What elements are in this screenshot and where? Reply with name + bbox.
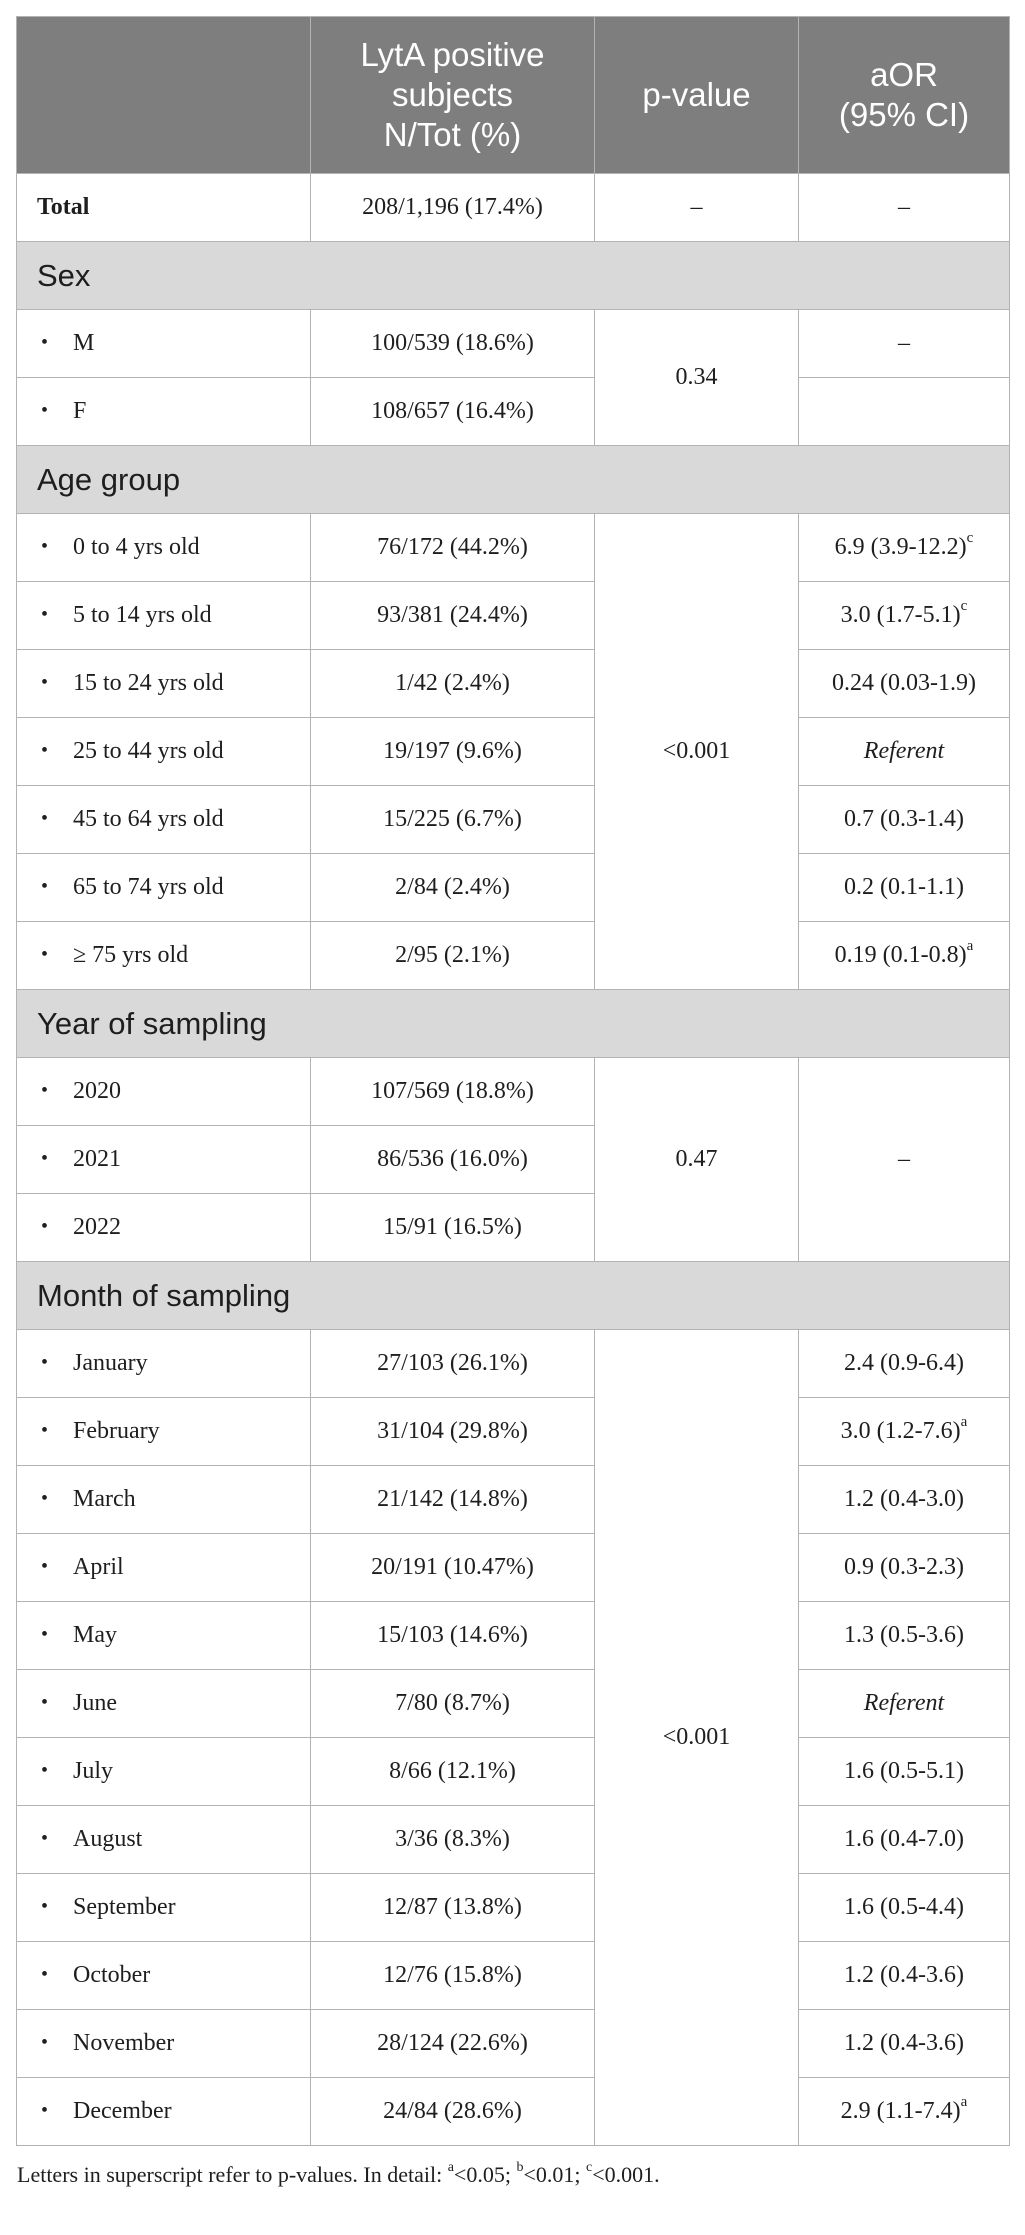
row-label: March: [73, 1486, 136, 1512]
table-row: [17, 1602, 1010, 1670]
row-aor: [799, 1602, 1010, 1670]
row-aor-text: 0.7 (0.3-1.4): [844, 806, 964, 832]
row-aor-sup: a: [960, 2094, 968, 2110]
bullet-icon: •: [41, 1554, 49, 1577]
row-aor: [799, 1398, 1010, 1466]
row-value: 20/191 (10.47%): [311, 1534, 595, 1602]
table-footnote: [16, 2159, 1009, 2188]
bullet-icon: •: [41, 1486, 49, 1509]
table-row: [17, 1058, 1010, 1126]
row-label-cell: [17, 1330, 311, 1398]
header-lyta: [311, 17, 595, 174]
row-aor: [799, 2010, 1010, 2078]
bullet-icon: •: [41, 806, 49, 829]
age-pvalue: <0.001: [595, 514, 799, 990]
row-value: 1/42 (2.4%): [311, 650, 595, 718]
footnote-c-sup: c: [585, 2159, 593, 2175]
row-label-cell: [17, 1670, 311, 1738]
row-aor: [799, 1534, 1010, 1602]
row-aor-text: 6.9 (3.9-12.2): [834, 534, 967, 560]
row-label-cell: [17, 1874, 311, 1942]
table-row: [17, 1806, 1010, 1874]
bullet-icon: •: [41, 1894, 49, 1917]
row-label: 15 to 24 yrs old: [73, 670, 224, 696]
row-aor: [799, 718, 1010, 786]
row-aor: [799, 514, 1010, 582]
row-value: 21/142 (14.8%): [311, 1466, 595, 1534]
table-row: [17, 786, 1010, 854]
row-aor-text: 1.2 (0.4-3.6): [844, 2030, 964, 2056]
row-aor-text: Referent: [863, 1690, 945, 1716]
footnote-lead: Letters in superscript refer to p-values. In detail:: [17, 2162, 448, 2187]
row-aor: [799, 1806, 1010, 1874]
section-title-sex: Sex: [17, 242, 1010, 310]
row-label: ≥ 75 yrs old: [73, 942, 189, 968]
table-row: [17, 1330, 1010, 1398]
row-label-cell: [17, 310, 311, 378]
row-label-cell: [17, 2078, 311, 2146]
row-aor: [799, 650, 1010, 718]
row-label: 0 to 4 yrs old: [73, 534, 200, 560]
total-value: 208/1,196 (17.4%): [311, 174, 595, 242]
section-row-sex: [17, 242, 1010, 310]
row-aor-sup: a: [966, 938, 974, 954]
month-pvalue: <0.001: [595, 1330, 799, 2146]
row-value: 107/569 (18.8%): [311, 1058, 595, 1126]
table-container: [16, 16, 1009, 2188]
footnote-b-text: <0.01;: [523, 2162, 586, 2187]
row-label: April: [73, 1554, 124, 1580]
row-aor: [799, 854, 1010, 922]
row-value: 100/539 (18.6%): [311, 310, 595, 378]
row-label: November: [73, 2030, 175, 2056]
row-aor-sup: c: [966, 530, 974, 546]
row-aor-text: 3.0 (1.7-5.1): [840, 602, 961, 628]
row-label: May: [73, 1622, 117, 1648]
row-label: 5 to 14 yrs old: [73, 602, 212, 628]
total-label: Total: [17, 174, 311, 242]
row-aor-text: 1.2 (0.4-3.0): [844, 1486, 964, 1512]
row-label: 2022: [73, 1214, 121, 1240]
bullet-icon: •: [41, 1826, 49, 1849]
row-label: October: [73, 1962, 151, 1988]
row-aor-sup: c: [960, 598, 968, 614]
row-value: 19/197 (9.6%): [311, 718, 595, 786]
row-label-cell: [17, 1534, 311, 1602]
header-lyta-line3: N/Tot (%): [383, 116, 522, 153]
row-label-cell: [17, 2010, 311, 2078]
table-row: [17, 2078, 1010, 2146]
bullet-icon: •: [41, 942, 49, 965]
row-value: 76/172 (44.2%): [311, 514, 595, 582]
table-row: [17, 378, 1010, 446]
row-label: 25 to 44 yrs old: [73, 738, 224, 764]
table-row: [17, 1670, 1010, 1738]
header-blank: [17, 17, 311, 174]
section-title-year: Year of sampling: [17, 990, 1010, 1058]
row-aor-text: 1.6 (0.4-7.0): [844, 1826, 964, 1852]
row-label-cell: [17, 1806, 311, 1874]
row-label: December: [73, 2098, 172, 2124]
table-row: [17, 922, 1010, 990]
table-row: [17, 514, 1010, 582]
header-aor-line2: (95% CI): [838, 96, 970, 133]
row-label-cell: [17, 1738, 311, 1806]
row-value: 108/657 (16.4%): [311, 378, 595, 446]
year-aor: –: [799, 1058, 1010, 1262]
header-pvalue: p-value: [595, 17, 799, 174]
row-value: 15/103 (14.6%): [311, 1602, 595, 1670]
row-label: July: [73, 1758, 114, 1784]
header-lyta-line1: LytA positive: [360, 36, 545, 73]
table-row: [17, 1534, 1010, 1602]
bullet-icon: •: [41, 602, 49, 625]
row-aor-text: 0.24 (0.03-1.9): [832, 670, 976, 696]
row-value: 2/84 (2.4%): [311, 854, 595, 922]
bullet-icon: •: [41, 1146, 49, 1169]
row-label: 45 to 64 yrs old: [73, 806, 224, 832]
row-value: 86/536 (16.0%): [311, 1126, 595, 1194]
section-row-year: [17, 990, 1010, 1058]
row-aor-text: 0.9 (0.3-2.3): [844, 1554, 964, 1580]
table-row: [17, 854, 1010, 922]
row-label-cell: [17, 1942, 311, 2010]
section-row-month: [17, 1262, 1010, 1330]
row-value: 15/225 (6.7%): [311, 786, 595, 854]
table-header: [17, 17, 1010, 174]
row-label-cell: [17, 514, 311, 582]
row-aor-sup: a: [960, 1414, 968, 1430]
row-aor: [799, 1466, 1010, 1534]
row-aor-text: 1.6 (0.5-5.1): [844, 1758, 964, 1784]
bullet-icon: •: [41, 874, 49, 897]
row-value: 28/124 (22.6%): [311, 2010, 595, 2078]
table-row: [17, 650, 1010, 718]
row-label: February: [73, 1418, 160, 1444]
row-label: F: [73, 398, 87, 424]
section-title-month: Month of sampling: [17, 1262, 1010, 1330]
total-pvalue: –: [595, 174, 799, 242]
bullet-icon: •: [41, 1078, 49, 1101]
bullet-icon: •: [41, 2030, 49, 2053]
row-label: August: [73, 1826, 143, 1852]
bullet-icon: •: [41, 2098, 49, 2121]
row-value: 2/95 (2.1%): [311, 922, 595, 990]
total-row: [17, 174, 1010, 242]
row-value: 12/76 (15.8%): [311, 1942, 595, 2010]
row-aor-text: 2.4 (0.9-6.4): [844, 1350, 964, 1376]
section-row-age: [17, 446, 1010, 514]
row-aor-text: Referent: [863, 738, 945, 764]
sex-pvalue: 0.34: [595, 310, 799, 446]
row-aor-text: 2.9 (1.1-7.4): [840, 2098, 961, 2124]
bullet-icon: •: [41, 1962, 49, 1985]
row-label-cell: [17, 718, 311, 786]
header-aor: [799, 17, 1010, 174]
row-label: M: [73, 330, 95, 356]
bullet-icon: •: [41, 330, 49, 353]
table-row: [17, 582, 1010, 650]
row-label: June: [73, 1690, 117, 1716]
footnote-a-sup: a: [447, 2159, 454, 2175]
row-label-cell: [17, 582, 311, 650]
row-value: 8/66 (12.1%): [311, 1738, 595, 1806]
year-pvalue: 0.47: [595, 1058, 799, 1262]
row-label-cell: [17, 1398, 311, 1466]
row-value: 31/104 (29.8%): [311, 1398, 595, 1466]
row-value: 12/87 (13.8%): [311, 1874, 595, 1942]
row-label-cell: [17, 922, 311, 990]
row-label-cell: [17, 1058, 311, 1126]
row-aor: [799, 1942, 1010, 2010]
row-label-cell: [17, 650, 311, 718]
row-aor-text: 1.3 (0.5-3.6): [844, 1622, 964, 1648]
row-label: 65 to 74 yrs old: [73, 874, 224, 900]
row-aor: [799, 786, 1010, 854]
header-lyta-line2: subjects: [391, 76, 514, 113]
results-table: [16, 16, 1010, 2146]
row-label-cell: [17, 1126, 311, 1194]
table-row: [17, 1398, 1010, 1466]
row-aor: [799, 1738, 1010, 1806]
row-label: 2021: [73, 1146, 121, 1172]
bullet-icon: •: [41, 1214, 49, 1237]
bullet-icon: •: [41, 1690, 49, 1713]
row-label-cell: [17, 786, 311, 854]
row-label-cell: [17, 854, 311, 922]
row-value: 93/381 (24.4%): [311, 582, 595, 650]
table-row: [17, 718, 1010, 786]
row-aor-text: 0.2 (0.1-1.1): [844, 874, 964, 900]
bullet-icon: •: [41, 738, 49, 761]
table-body: [17, 174, 1010, 2146]
row-aor-text: 3.0 (1.2-7.6): [840, 1418, 961, 1444]
total-aor: –: [799, 174, 1010, 242]
row-value: 7/80 (8.7%): [311, 1670, 595, 1738]
table-row: [17, 1466, 1010, 1534]
footnote-c-text: <0.001.: [592, 2162, 660, 2187]
row-label: January: [73, 1350, 148, 1376]
row-aor: [799, 2078, 1010, 2146]
row-aor: [799, 1330, 1010, 1398]
header-aor-line1: aOR: [870, 56, 938, 93]
row-value: 15/91 (16.5%): [311, 1194, 595, 1262]
bullet-icon: •: [41, 398, 49, 421]
row-label: September: [73, 1894, 176, 1920]
row-label-cell: [17, 1466, 311, 1534]
row-label-cell: [17, 1194, 311, 1262]
row-label-cell: [17, 1602, 311, 1670]
row-aor: [799, 1670, 1010, 1738]
bullet-icon: •: [41, 670, 49, 693]
footnote-a-text: <0.05;: [453, 2162, 517, 2187]
row-aor-text: 1.6 (0.5-4.4): [844, 1894, 964, 1920]
row-label: 2020: [73, 1078, 121, 1104]
table-row: [17, 1942, 1010, 2010]
row-aor-text: 0.19 (0.1-0.8): [834, 942, 967, 968]
table-row: [17, 1738, 1010, 1806]
row-aor-text: 1.2 (0.4-3.6): [844, 1962, 964, 1988]
row-value: 24/84 (28.6%): [311, 2078, 595, 2146]
bullet-icon: •: [41, 1418, 49, 1441]
table-row: [17, 2010, 1010, 2078]
row-aor: [799, 922, 1010, 990]
row-aor: [799, 378, 1010, 446]
bullet-icon: •: [41, 1350, 49, 1373]
row-aor: [799, 1874, 1010, 1942]
footnote-b-sup: b: [516, 2159, 524, 2175]
row-aor: [799, 582, 1010, 650]
row-aor: –: [799, 310, 1010, 378]
bullet-icon: •: [41, 534, 49, 557]
bullet-icon: •: [41, 1622, 49, 1645]
row-value: 3/36 (8.3%): [311, 1806, 595, 1874]
section-title-age: Age group: [17, 446, 1010, 514]
row-label-cell: [17, 378, 311, 446]
row-value: 27/103 (26.1%): [311, 1330, 595, 1398]
table-row: [17, 1874, 1010, 1942]
table-row: [17, 310, 1010, 378]
bullet-icon: •: [41, 1758, 49, 1781]
